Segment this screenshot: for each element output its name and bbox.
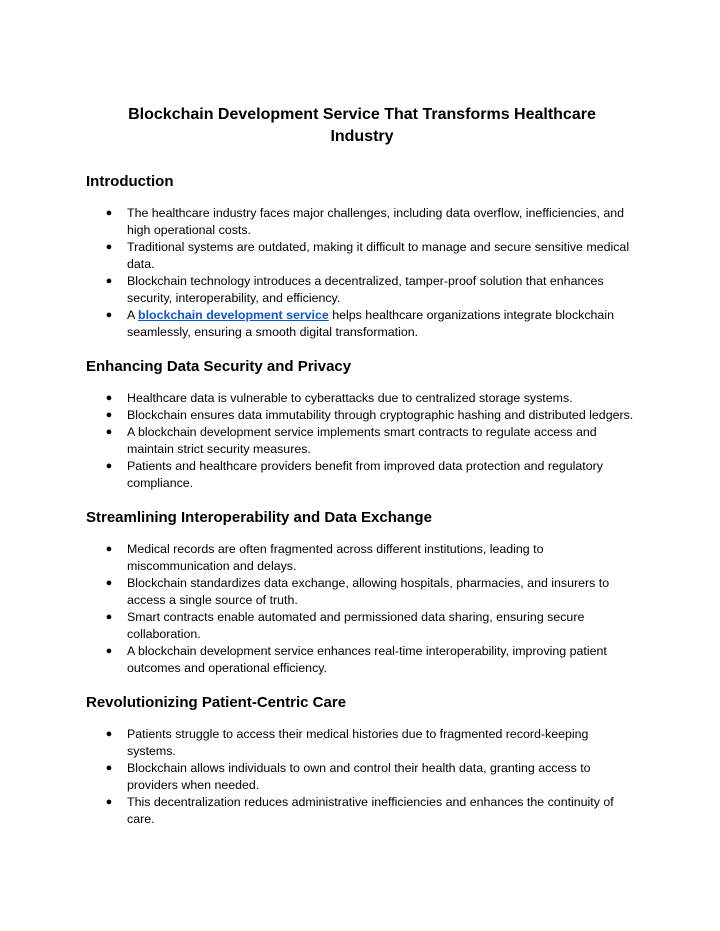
- section-heading: Introduction: [86, 173, 174, 190]
- section-interoperability: [86, 508, 638, 677]
- bullet-icon: ●: [105, 275, 113, 287]
- section-data-security: [86, 357, 638, 492]
- section-heading: Revolutionizing Patient-Centric Care: [86, 694, 347, 711]
- bullet-icon: ●: [105, 409, 113, 421]
- bullet-icon: ●: [105, 796, 113, 808]
- bullet-icon: ●: [105, 543, 113, 555]
- document-page: [86, 104, 638, 844]
- list-item: [86, 424, 638, 458]
- list-item-text-suffix: helps healthcare organizations integrate blockchain seamlessly, ensuring a smooth digital transformation.: [127, 308, 614, 339]
- list-item: [86, 541, 638, 575]
- list-item-text: Healthcare data is vulnerable to cyberattacks due to centralized storage systems.: [127, 391, 573, 405]
- section-heading: Streamlining Interoperability and Data Exchange: [86, 509, 432, 526]
- bullet-icon: ●: [105, 309, 113, 321]
- bullet-list: [86, 726, 638, 828]
- list-item: [86, 609, 638, 643]
- list-item-text: A blockchain development service implements smart contracts to regulate access and maintain strict security measures.: [127, 425, 597, 456]
- section-heading: Enhancing Data Security and Privacy: [86, 358, 352, 375]
- list-item-text: This decentralization reduces administrative inefficiencies and enhances the continuity of care.: [127, 795, 614, 826]
- list-item: [86, 458, 638, 492]
- bullet-list: [86, 390, 638, 492]
- bullet-icon: ●: [105, 645, 113, 657]
- list-item: [86, 307, 638, 341]
- list-item-text: Patients struggle to access their medical histories due to fragmented record-keeping systems.: [127, 727, 589, 758]
- bullet-icon: ●: [105, 426, 113, 438]
- section-introduction: [86, 172, 638, 341]
- section-patient-centric-care: [86, 693, 638, 828]
- bullet-list: [86, 541, 638, 677]
- list-item: [86, 794, 638, 828]
- list-item-text: Medical records are often fragmented across different institutions, leading to miscommunication and delays.: [127, 542, 544, 573]
- bullet-icon: ●: [105, 728, 113, 740]
- list-item-text: Blockchain standardizes data exchange, allowing hospitals, pharmacies, and insurers to access a single source of truth.: [127, 576, 610, 607]
- bullet-icon: ●: [105, 241, 113, 253]
- list-item: [86, 390, 638, 407]
- list-item: [86, 407, 638, 424]
- list-item-text: Blockchain technology introduces a decentralized, tamper-proof solution that enhances security, interoperability, and efficiency.: [127, 274, 604, 305]
- list-item-text: A blockchain development service enhances real-time interoperability, improving patient outcomes and operational efficiency.: [127, 644, 607, 675]
- list-item-text: Smart contracts enable automated and permissioned data sharing, ensuring secure collaboration.: [127, 610, 585, 641]
- list-item: [86, 726, 638, 760]
- list-item: [86, 205, 638, 239]
- bullet-icon: ●: [105, 460, 113, 472]
- list-item-text-prefix: A: [127, 308, 139, 322]
- bullet-icon: ●: [105, 207, 113, 219]
- bullet-icon: ●: [105, 611, 113, 623]
- list-item-text: Blockchain ensures data immutability through cryptographic hashing and distributed ledgers.: [127, 408, 634, 422]
- blockchain-development-service-link[interactable]: blockchain development service: [138, 308, 329, 322]
- list-item-text: The healthcare industry faces major challenges, including data overflow, inefficiencies, and high operational costs.: [127, 206, 625, 237]
- list-item: [86, 575, 638, 609]
- list-item: [86, 273, 638, 307]
- list-item: [86, 239, 638, 273]
- document-title: Blockchain Development Service That Transforms Healthcare Industry: [128, 106, 596, 145]
- bullet-icon: ●: [105, 392, 113, 404]
- list-item-text: Traditional systems are outdated, making it difficult to manage and secure sensitive medical data.: [127, 240, 630, 271]
- list-item: [86, 760, 638, 794]
- bullet-icon: ●: [105, 762, 113, 774]
- bullet-icon: ●: [105, 577, 113, 589]
- list-item-text: Patients and healthcare providers benefit from improved data protection and regulatory compliance.: [127, 459, 603, 490]
- list-item-text: Blockchain allows individuals to own and control their health data, granting access to providers when needed.: [127, 761, 591, 792]
- list-item: [86, 643, 638, 677]
- bullet-list: [86, 205, 638, 341]
